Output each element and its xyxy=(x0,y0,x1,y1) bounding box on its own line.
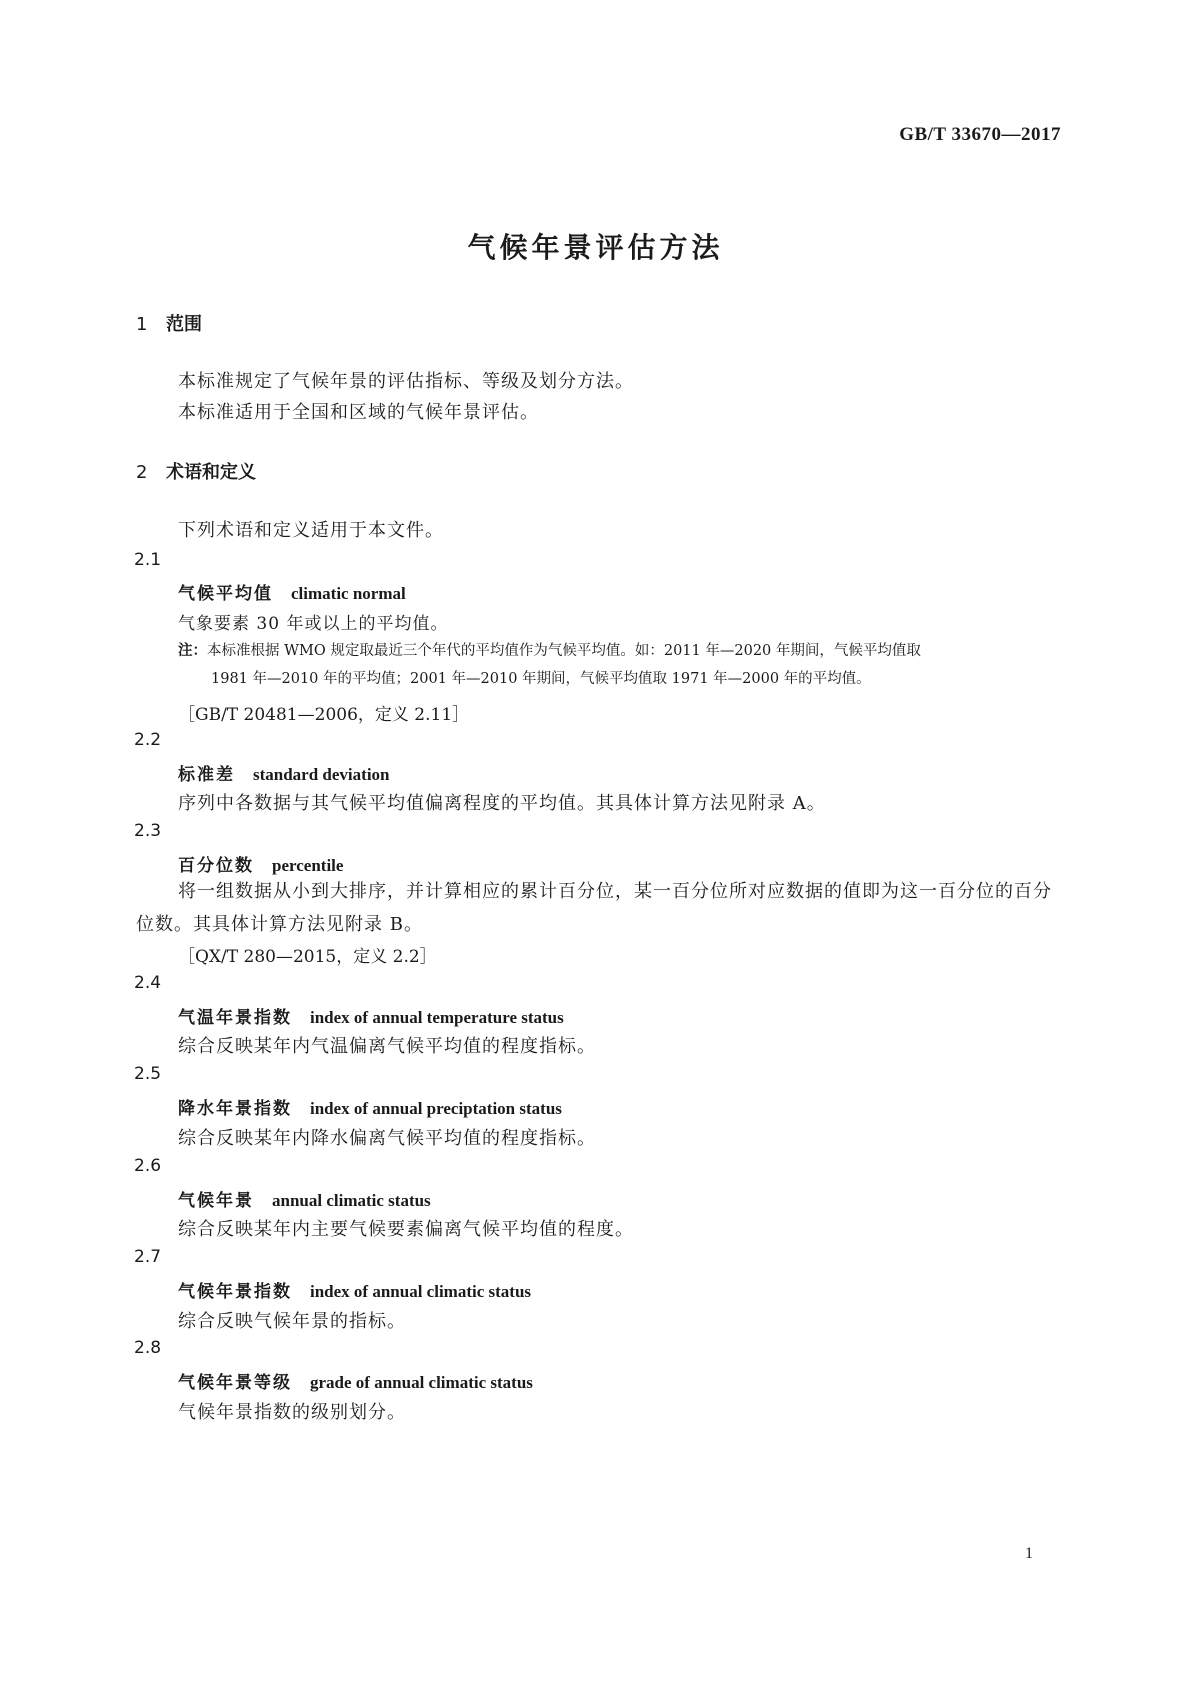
term-en: index of annual preciptation status xyxy=(310,1099,562,1118)
term-heading xyxy=(178,579,406,604)
term-definition: 综合反映某年内气温偏离气候平均值的程度指标。 xyxy=(178,1036,596,1057)
section-2-heading xyxy=(136,458,256,484)
term-zh: 气温年景指数 xyxy=(178,1008,292,1028)
term-zh: 标准差 xyxy=(178,765,235,785)
term-note xyxy=(178,637,1068,693)
term-definition: 将一组数据从小到大排序，并计算相应的累计百分位，某一百分位所对应数据的值即为这一百分位的百分位数。其具体计算方法见附录 B。 xyxy=(136,881,1052,935)
term-en: grade of annual climatic status xyxy=(310,1373,533,1392)
term-en: annual climatic status xyxy=(272,1191,431,1210)
scope-paragraph-2: 本标准适用于全国和区域的气候年景评估。 xyxy=(178,402,539,423)
clause-number: 2.8 xyxy=(134,1338,162,1358)
clause-number: 2.4 xyxy=(134,973,162,993)
term-en: percentile xyxy=(272,856,344,875)
term-heading xyxy=(178,1094,562,1119)
note-label: 注： xyxy=(178,643,207,659)
clause-number: 2.1 xyxy=(134,550,162,570)
term-heading xyxy=(178,851,343,876)
term-zh: 百分位数 xyxy=(178,856,254,876)
term-zh: 气候年景等级 xyxy=(178,1373,292,1393)
term-source: ［GB/T 20481—2006，定义 2.11］ xyxy=(178,705,470,725)
term-heading xyxy=(178,1003,564,1028)
standard-code: GB/T 33670—2017 xyxy=(899,124,1061,145)
note-line-1: 本标准根据 WMO 规定取最近三个年代的平均值作为气候平均值。如：2011 年—2020 年期间，气候平均值取 xyxy=(207,643,921,659)
term-zh: 气候年景 xyxy=(178,1191,254,1211)
section-1-title: 范围 xyxy=(166,314,202,335)
term-zh: 气候平均值 xyxy=(178,584,273,604)
scope-paragraph-1: 本标准规定了气候年景的评估指标、等级及划分方法。 xyxy=(178,371,634,392)
term-heading xyxy=(178,1368,533,1393)
document-title: 气候年景评估方法 xyxy=(467,231,724,264)
term-en: index of annual climatic status xyxy=(310,1282,532,1301)
section-1-number: 1 xyxy=(136,314,148,335)
clause-number: 2.7 xyxy=(134,1247,162,1267)
term-definition: 序列中各数据与其气候平均值偏离程度的平均值。其具体计算方法见附录 A。 xyxy=(178,793,826,814)
terms-intro: 下列术语和定义适用于本文件。 xyxy=(178,520,444,541)
term-definition: 气候年景指数的级别划分。 xyxy=(178,1402,406,1423)
term-definition: 综合反映某年内主要气候要素偏离气候平均值的程度。 xyxy=(178,1219,634,1240)
section-2-number: 2 xyxy=(136,462,148,483)
term-definition: 气象要素 30 年或以上的平均值。 xyxy=(178,614,449,634)
term-zh: 气候年景指数 xyxy=(178,1282,292,1302)
term-heading xyxy=(178,1277,531,1302)
term-definition: 综合反映气候年景的指标。 xyxy=(178,1311,406,1332)
clause-number: 2.5 xyxy=(134,1064,162,1084)
term-en: index of annual temperature status xyxy=(310,1008,564,1027)
clause-number: 2.6 xyxy=(134,1156,162,1176)
note-line-2: 1981 年—2010 年的平均值；2001 年—2010 年期间，气候平均值取 1971 年—2000 年的平均值。 xyxy=(211,671,871,687)
term-heading xyxy=(178,760,390,785)
term-source: ［QX/T 280—2015，定义 2.2］ xyxy=(178,947,437,967)
page-number: 1 xyxy=(1025,1545,1033,1562)
section-2-title: 术语和定义 xyxy=(166,462,256,483)
section-1-heading xyxy=(136,310,202,336)
term-en: climatic normal xyxy=(291,584,406,603)
term-zh: 降水年景指数 xyxy=(178,1099,292,1119)
clause-number: 2.2 xyxy=(134,730,162,750)
clause-number: 2.3 xyxy=(134,821,162,841)
term-definition: 综合反映某年内降水偏离气候平均值的程度指标。 xyxy=(178,1128,596,1149)
term-heading xyxy=(178,1186,431,1211)
term-en: standard deviation xyxy=(253,765,390,784)
